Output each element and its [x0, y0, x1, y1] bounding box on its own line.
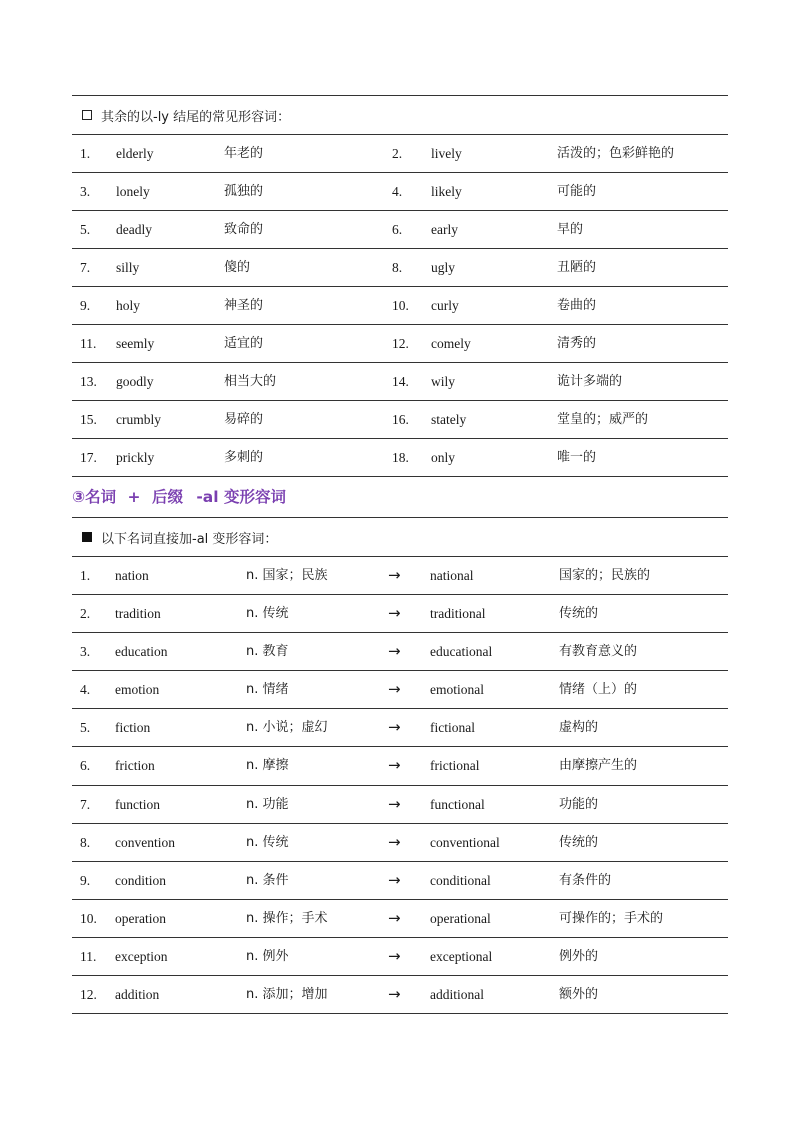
adjective-meaning: 由摩擦产生的: [559, 758, 638, 774]
item-number: 13.: [80, 374, 97, 389]
adjective-word: conventional: [430, 834, 500, 850]
adjective-word: fictional: [430, 720, 475, 736]
adjective-word: traditional: [430, 606, 486, 622]
table-row: [72, 211, 728, 249]
al-title-part3: -al 变形容词: [196, 488, 286, 506]
item-number: 3.: [80, 644, 91, 660]
item-number: 5.: [80, 222, 91, 237]
table-row: [72, 325, 728, 363]
table-row: [72, 135, 728, 173]
english-word: goodly: [116, 374, 154, 389]
item-number: 6.: [392, 222, 403, 237]
chinese-meaning: 活泼的；色彩鲜艳的: [557, 146, 675, 161]
item-number: 8.: [392, 260, 403, 275]
adjective-word: operational: [430, 910, 491, 926]
item-number: 1.: [80, 568, 91, 583]
table-row: [72, 900, 728, 938]
adjective-meaning: 国家的；民族的: [559, 568, 651, 583]
noun-meaning: n. 条件: [246, 872, 289, 888]
table-row: [72, 287, 728, 325]
noun-meaning: n. 传统: [246, 834, 289, 850]
noun-word: friction: [115, 758, 155, 774]
adjective-meaning: 传统的: [559, 834, 599, 850]
english-word: prickly: [116, 450, 155, 465]
noun-word: fiction: [115, 720, 151, 736]
noun-word: condition: [115, 872, 166, 888]
noun-meaning: n. 摩擦: [246, 758, 289, 774]
english-word: holy: [116, 298, 141, 313]
ly-intro-text: 其余的以-ly 结尾的常见形容词：: [101, 109, 291, 125]
adjective-meaning: 额外的: [559, 987, 599, 1003]
table-row: [72, 976, 728, 1014]
al-title-part2: 后缀: [151, 488, 183, 506]
item-number: 10.: [392, 298, 409, 313]
chinese-meaning: 年老的: [224, 146, 264, 161]
chinese-meaning: 堂皇的；威严的: [557, 412, 649, 427]
item-number: 9.: [80, 298, 91, 313]
english-word: ugly: [431, 260, 456, 275]
noun-meaning: n. 情绪: [246, 682, 289, 698]
item-number: 15.: [80, 412, 97, 427]
adjective-meaning: 传统的: [559, 606, 599, 622]
table-row: [72, 401, 728, 439]
adjective-word: functional: [430, 796, 485, 812]
ly-intro: [72, 96, 728, 135]
noun-word: tradition: [115, 606, 161, 622]
adjective-word: additional: [430, 987, 484, 1003]
document-page: [72, 95, 728, 1014]
item-number: 11.: [80, 336, 97, 351]
arrow-icon: →: [388, 908, 401, 927]
item-number: 17.: [80, 450, 97, 465]
chinese-meaning: 唯一的: [557, 450, 597, 465]
table-row: [72, 747, 728, 785]
table-row: [72, 439, 728, 477]
adjective-meaning: 有教育意义的: [559, 644, 638, 660]
item-number: 9.: [80, 872, 91, 888]
al-section-title: [72, 477, 728, 518]
noun-meaning: n. 添加；增加: [246, 987, 328, 1003]
adjective-meaning: 可操作的；手术的: [559, 910, 664, 926]
noun-meaning: n. 小说；虚幻: [246, 720, 328, 736]
noun-word: emotion: [115, 682, 160, 698]
table-row: [72, 633, 728, 671]
arrow-icon: →: [388, 870, 401, 889]
adjective-word: conditional: [430, 872, 491, 888]
english-word: silly: [116, 260, 140, 275]
table-row: [72, 824, 728, 862]
english-word: crumbly: [116, 412, 161, 427]
noun-word: nation: [115, 568, 149, 583]
table-row: [72, 671, 728, 709]
item-number: 16.: [392, 412, 409, 427]
adjective-meaning: 虚构的: [559, 720, 599, 736]
arrow-icon: →: [388, 794, 401, 813]
al-intro: [72, 518, 728, 557]
chinese-meaning: 诡计多端的: [557, 374, 623, 389]
english-word: lonely: [116, 184, 150, 199]
arrow-icon: →: [388, 756, 401, 775]
arrow-icon: →: [388, 718, 401, 737]
adjective-word: frictional: [430, 758, 480, 774]
black-square-icon: [82, 532, 92, 542]
chinese-meaning: 早的: [557, 222, 584, 237]
noun-word: exception: [115, 948, 168, 964]
chinese-meaning: 丑陋的: [557, 260, 597, 275]
noun-word: operation: [115, 910, 166, 926]
item-number: 2.: [80, 606, 91, 622]
chinese-meaning: 致命的: [224, 222, 264, 237]
adjective-meaning: 有条件的: [559, 872, 612, 888]
table-row: [72, 595, 728, 633]
item-number: 18.: [392, 450, 409, 465]
english-word: wily: [431, 374, 456, 389]
noun-meaning: n. 操作；手术: [246, 910, 328, 926]
noun-meaning: n. 国家；民族: [246, 568, 328, 583]
english-word: comely: [431, 336, 471, 351]
chinese-meaning: 多刺的: [224, 450, 264, 465]
noun-meaning: n. 传统: [246, 606, 289, 622]
item-number: 7.: [80, 796, 91, 812]
english-word: deadly: [116, 222, 152, 237]
arrow-icon: →: [388, 832, 401, 851]
item-number: 10.: [80, 910, 97, 926]
english-word: seemly: [116, 336, 155, 351]
table-row: [72, 862, 728, 900]
chinese-meaning: 相当大的: [224, 374, 277, 389]
noun-word: convention: [115, 834, 175, 850]
table-row: [72, 938, 728, 976]
item-number: 8.: [80, 834, 91, 850]
adjective-word: national: [430, 568, 474, 583]
adjective-word: exceptional: [430, 948, 493, 964]
noun-meaning: n. 功能: [246, 796, 289, 812]
adjective-word: educational: [430, 644, 493, 660]
table-row: [72, 249, 728, 287]
table-row: [72, 786, 728, 824]
item-number: 6.: [80, 758, 91, 774]
adjective-meaning: 例外的: [559, 948, 599, 964]
item-number: 3.: [80, 184, 91, 199]
item-number: 1.: [80, 146, 91, 161]
chinese-meaning: 可能的: [557, 184, 597, 199]
english-word: only: [431, 450, 456, 465]
table-row: [72, 709, 728, 747]
chinese-meaning: 易碎的: [224, 412, 264, 427]
item-number: 7.: [80, 260, 91, 275]
item-number: 12.: [392, 336, 409, 351]
adjective-word: emotional: [430, 682, 484, 698]
table-row: [72, 173, 728, 211]
english-word: early: [431, 222, 458, 237]
english-word: likely: [431, 184, 462, 199]
table-row: [72, 363, 728, 401]
item-number: 14.: [392, 374, 409, 389]
item-number: 11.: [80, 948, 97, 964]
al-title-plus: +: [127, 488, 141, 506]
english-word: lively: [431, 146, 462, 161]
item-number: 4.: [392, 184, 403, 199]
al-title-part1: ③名词: [72, 488, 117, 506]
english-word: stately: [431, 412, 467, 427]
noun-word: addition: [115, 987, 160, 1003]
chinese-meaning: 卷曲的: [557, 298, 597, 313]
item-number: 2.: [392, 146, 403, 161]
arrow-icon: →: [388, 642, 401, 661]
chinese-meaning: 傻的: [224, 260, 251, 275]
english-word: elderly: [116, 146, 154, 161]
arrow-icon: →: [388, 985, 401, 1004]
chinese-meaning: 清秀的: [557, 336, 597, 351]
arrow-icon: →: [388, 566, 401, 584]
noun-meaning: n. 例外: [246, 948, 289, 964]
arrow-icon: →: [388, 946, 401, 965]
item-number: 5.: [80, 720, 91, 736]
noun-word: education: [115, 644, 168, 660]
arrow-icon: →: [388, 604, 401, 623]
adjective-meaning: 情绪（上）的: [559, 682, 638, 698]
checkbox-outline-icon: [82, 110, 92, 120]
table-row: [72, 557, 728, 595]
chinese-meaning: 神圣的: [224, 298, 264, 313]
al-word-table: [72, 557, 728, 1014]
english-word: curly: [431, 298, 459, 313]
chinese-meaning: 孤独的: [224, 184, 264, 199]
chinese-meaning: 适宜的: [224, 336, 264, 351]
arrow-icon: →: [388, 680, 401, 699]
item-number: 4.: [80, 682, 91, 698]
item-number: 12.: [80, 987, 97, 1003]
ly-word-table: [72, 135, 728, 477]
noun-meaning: n. 教育: [246, 644, 289, 660]
adjective-meaning: 功能的: [559, 796, 599, 812]
al-intro-text: 以下名词直接加-al 变形容词：: [101, 531, 278, 547]
noun-word: function: [115, 796, 160, 812]
